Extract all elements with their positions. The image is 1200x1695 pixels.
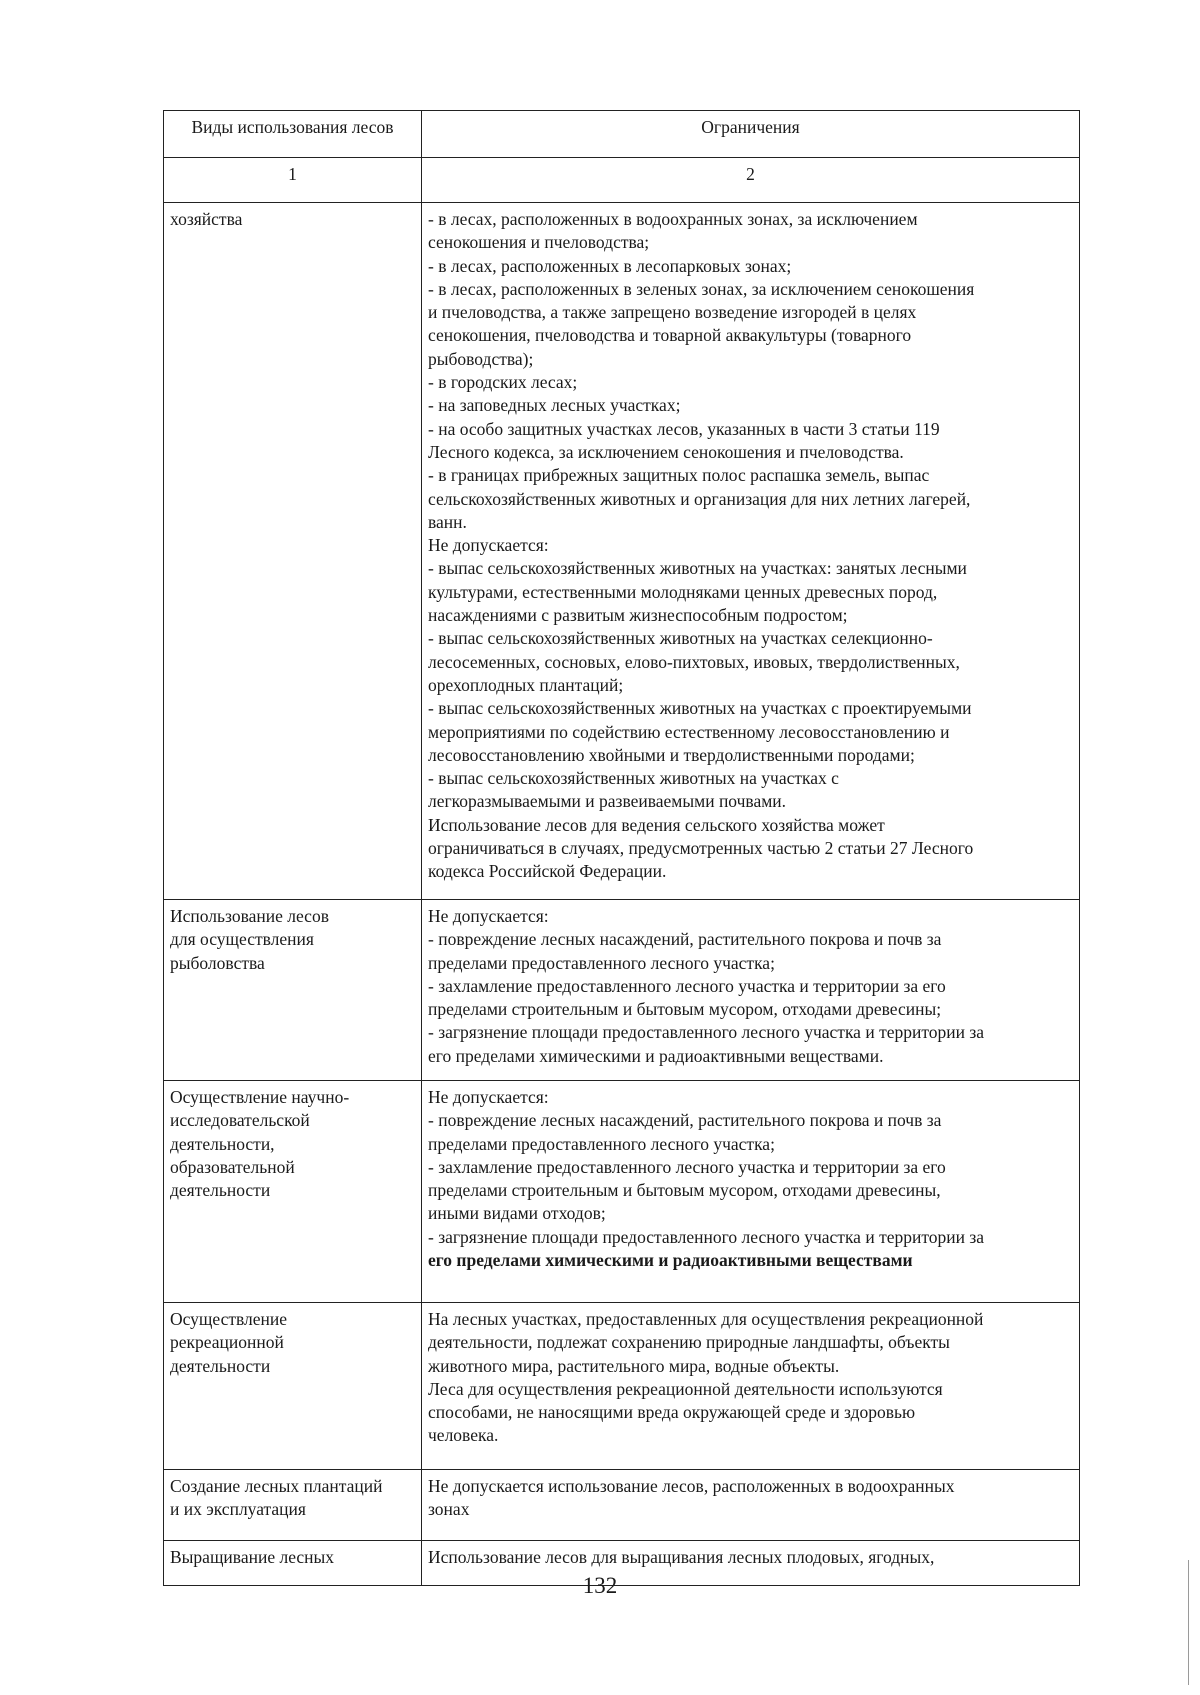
restriction-line: сенокошения, пчеловодства и товарной аквакультуры (товарного (428, 325, 912, 346)
restrictions-cell (422, 203, 1080, 900)
restriction-line: рыбоводства); (428, 348, 534, 369)
table-row (164, 203, 1080, 900)
forest-use-type-line: Осуществление научно- (170, 1087, 350, 1107)
restrictions-cell (422, 1081, 1080, 1303)
forest-use-type-line: Использование лесов (170, 906, 329, 926)
restriction-line: - выпас сельскохозяйственных животных на участках с проектируемыми (428, 698, 972, 719)
restriction-line: Лесного кодекса, за исключением сенокошения и пчеловодства. (428, 441, 904, 462)
restriction-line: деятельности, подлежат сохранению природные ландшафты, объекты (428, 1332, 950, 1353)
forest-use-restrictions-table (163, 110, 1080, 1586)
restriction-line: Использование лесов для ведения сельского хозяйства может (428, 814, 885, 835)
restriction-line: Использование лесов для выращивания лесных плодовых, ягодных, (428, 1547, 935, 1567)
restriction-line: иными видами отходов; (428, 1203, 606, 1224)
restriction-line: Леса для осуществления рекреационной деятельности используются (428, 1378, 943, 1399)
forest-use-type-line: деятельности (170, 1180, 271, 1201)
table-row (164, 1470, 1080, 1541)
forest-use-type-line: деятельности, (170, 1133, 275, 1154)
restriction-line: - выпас сельскохозяйственных животных на участках с (428, 768, 839, 789)
forest-use-type-line: исследовательской (170, 1110, 310, 1131)
restriction-line: сельскохозяйственных животных и организация для них летних лагерей, (428, 488, 971, 509)
restrictions-cell (422, 1470, 1080, 1541)
restrictions-cell (422, 900, 1080, 1081)
restriction-line: - выпас сельскохозяйственных животных на участках: занятых лесными (428, 558, 967, 579)
restriction-line: - загрязнение площади предоставленного лесного участка и территории за (428, 1022, 985, 1043)
column-number-row (164, 158, 1080, 203)
column-number-2: 2 (422, 158, 1080, 203)
forest-use-type-line: рекреационной (170, 1332, 284, 1353)
restriction-line: способами, не наносящими вреда окружающей среде и здоровью (428, 1402, 916, 1423)
forest-use-type-cell (164, 1081, 422, 1303)
restriction-line: - в городских лесах; (428, 372, 578, 393)
restriction-line: - выпас сельскохозяйственных животных на участках селекционно- (428, 628, 933, 649)
restriction-line: насаждениями с развитым жизнеспособным подростом; (428, 605, 848, 626)
restriction-line: Не допускается: (428, 535, 549, 556)
table-row (164, 1081, 1080, 1303)
forest-use-type-line: Выращивание лесных (170, 1547, 335, 1567)
forest-use-type-line: рыболовства (170, 952, 265, 973)
restriction-line: орехоплодных плантаций; (428, 674, 624, 695)
restriction-line: человека. (428, 1425, 499, 1446)
restriction-line: пределами предоставленного лесного участка; (428, 952, 775, 973)
restriction-line: - повреждение лесных насаждений, растительного покрова и почв за (428, 1110, 942, 1131)
forest-use-type-line: для осуществления (170, 929, 314, 950)
restriction-line: ванн. (428, 511, 467, 532)
restriction-line: - загрязнение площади предоставленного лесного участка и территории за (428, 1226, 985, 1247)
restriction-line: - на особо защитных участках лесов, указанных в части 3 статьи 119 (428, 418, 940, 439)
restriction-line: и пчеловодства, а также запрещено возведение изгородей в целях (428, 302, 917, 323)
restriction-line: На лесных участках, предоставленных для осуществления рекреационной (428, 1309, 984, 1329)
table-row (164, 900, 1080, 1081)
column-header-restrictions: Ограничения (422, 111, 1080, 158)
restriction-line: лесосеменных, сосновых, елово-пихтовых, ивовых, твердолиственных, (428, 651, 960, 672)
forest-use-type: хозяйства (170, 209, 243, 229)
forest-use-type-line: и их эксплуатация (170, 1499, 306, 1520)
restriction-line: - в лесах, расположенных в водоохранных зонах, за исключением (428, 209, 918, 229)
forest-use-type-line: Создание лесных плантаций (170, 1476, 383, 1496)
restriction-line: - в лесах, расположенных в лесопарковых зонах; (428, 255, 792, 276)
forest-use-type-line: Осуществление (170, 1309, 288, 1329)
scan-edge-mark (1188, 1560, 1189, 1685)
restriction-line: - захламление предоставленного лесного участка и территории за его (428, 1156, 946, 1177)
restriction-line: Не допускается: (428, 1087, 549, 1107)
restriction-line: сенокошения и пчеловодства; (428, 232, 650, 253)
restriction-line: пределами строительным и бытовым мусором, отходами древесины, (428, 1180, 941, 1201)
forest-use-type-line: деятельности (170, 1355, 271, 1376)
page-number: 132 (582, 1573, 618, 1598)
forest-use-type-cell (164, 1470, 422, 1541)
restriction-line: его пределами химическими и радиоактивными веществами (428, 1250, 913, 1271)
forest-use-type-cell (164, 900, 422, 1081)
restriction-line: его пределами химическими и радиоактивными веществами. (428, 1045, 884, 1066)
restriction-line: пределами строительным и бытовым мусором, отходами древесины; (428, 999, 942, 1020)
table-header-row (164, 111, 1080, 158)
restrictions-cell (422, 1303, 1080, 1470)
restriction-line: зонах (428, 1499, 470, 1520)
restriction-line: Не допускается: (428, 906, 549, 926)
restriction-line: мероприятиями по содействию естественному лесовосстановлению и (428, 721, 950, 742)
restriction-line: пределами предоставленного лесного участка; (428, 1133, 775, 1154)
forest-use-type-cell (164, 1303, 422, 1470)
restriction-line: кодекса Российской Федерации. (428, 861, 667, 882)
restriction-line: ограничиваться в случаях, предусмотренных частью 2 статьи 27 Лесного (428, 838, 974, 859)
forest-use-type-line: образовательной (170, 1156, 295, 1177)
column-number-1: 1 (164, 158, 422, 203)
table-row (164, 1303, 1080, 1470)
restriction-line: культурами, естественными молодняками ценных древесных пород, (428, 581, 938, 602)
restriction-line: - повреждение лесных насаждений, растительного покрова и почв за (428, 929, 942, 950)
column-header-forest-use: Виды использования лесов (164, 111, 422, 158)
forest-use-type-cell (164, 203, 422, 900)
restriction-line: - захламление предоставленного лесного участка и территории за его (428, 975, 946, 996)
restriction-line: - в лесах, расположенных в зеленых зонах, за исключением сенокошения (428, 278, 975, 299)
restriction-line: - на заповедных лесных участках; (428, 395, 681, 416)
restriction-line: лесовосстановлению хвойными и твердолиственными породами; (428, 744, 915, 765)
restriction-line: - в границах прибрежных защитных полос распашка земель, выпас (428, 465, 930, 486)
restriction-line: Не допускается использование лесов, расположенных в водоохранных (428, 1476, 955, 1496)
restriction-line: легкоразмываемыми и развеиваемыми почвами. (428, 791, 787, 812)
restriction-line: животного мира, растительного мира, водные объекты. (428, 1355, 840, 1376)
